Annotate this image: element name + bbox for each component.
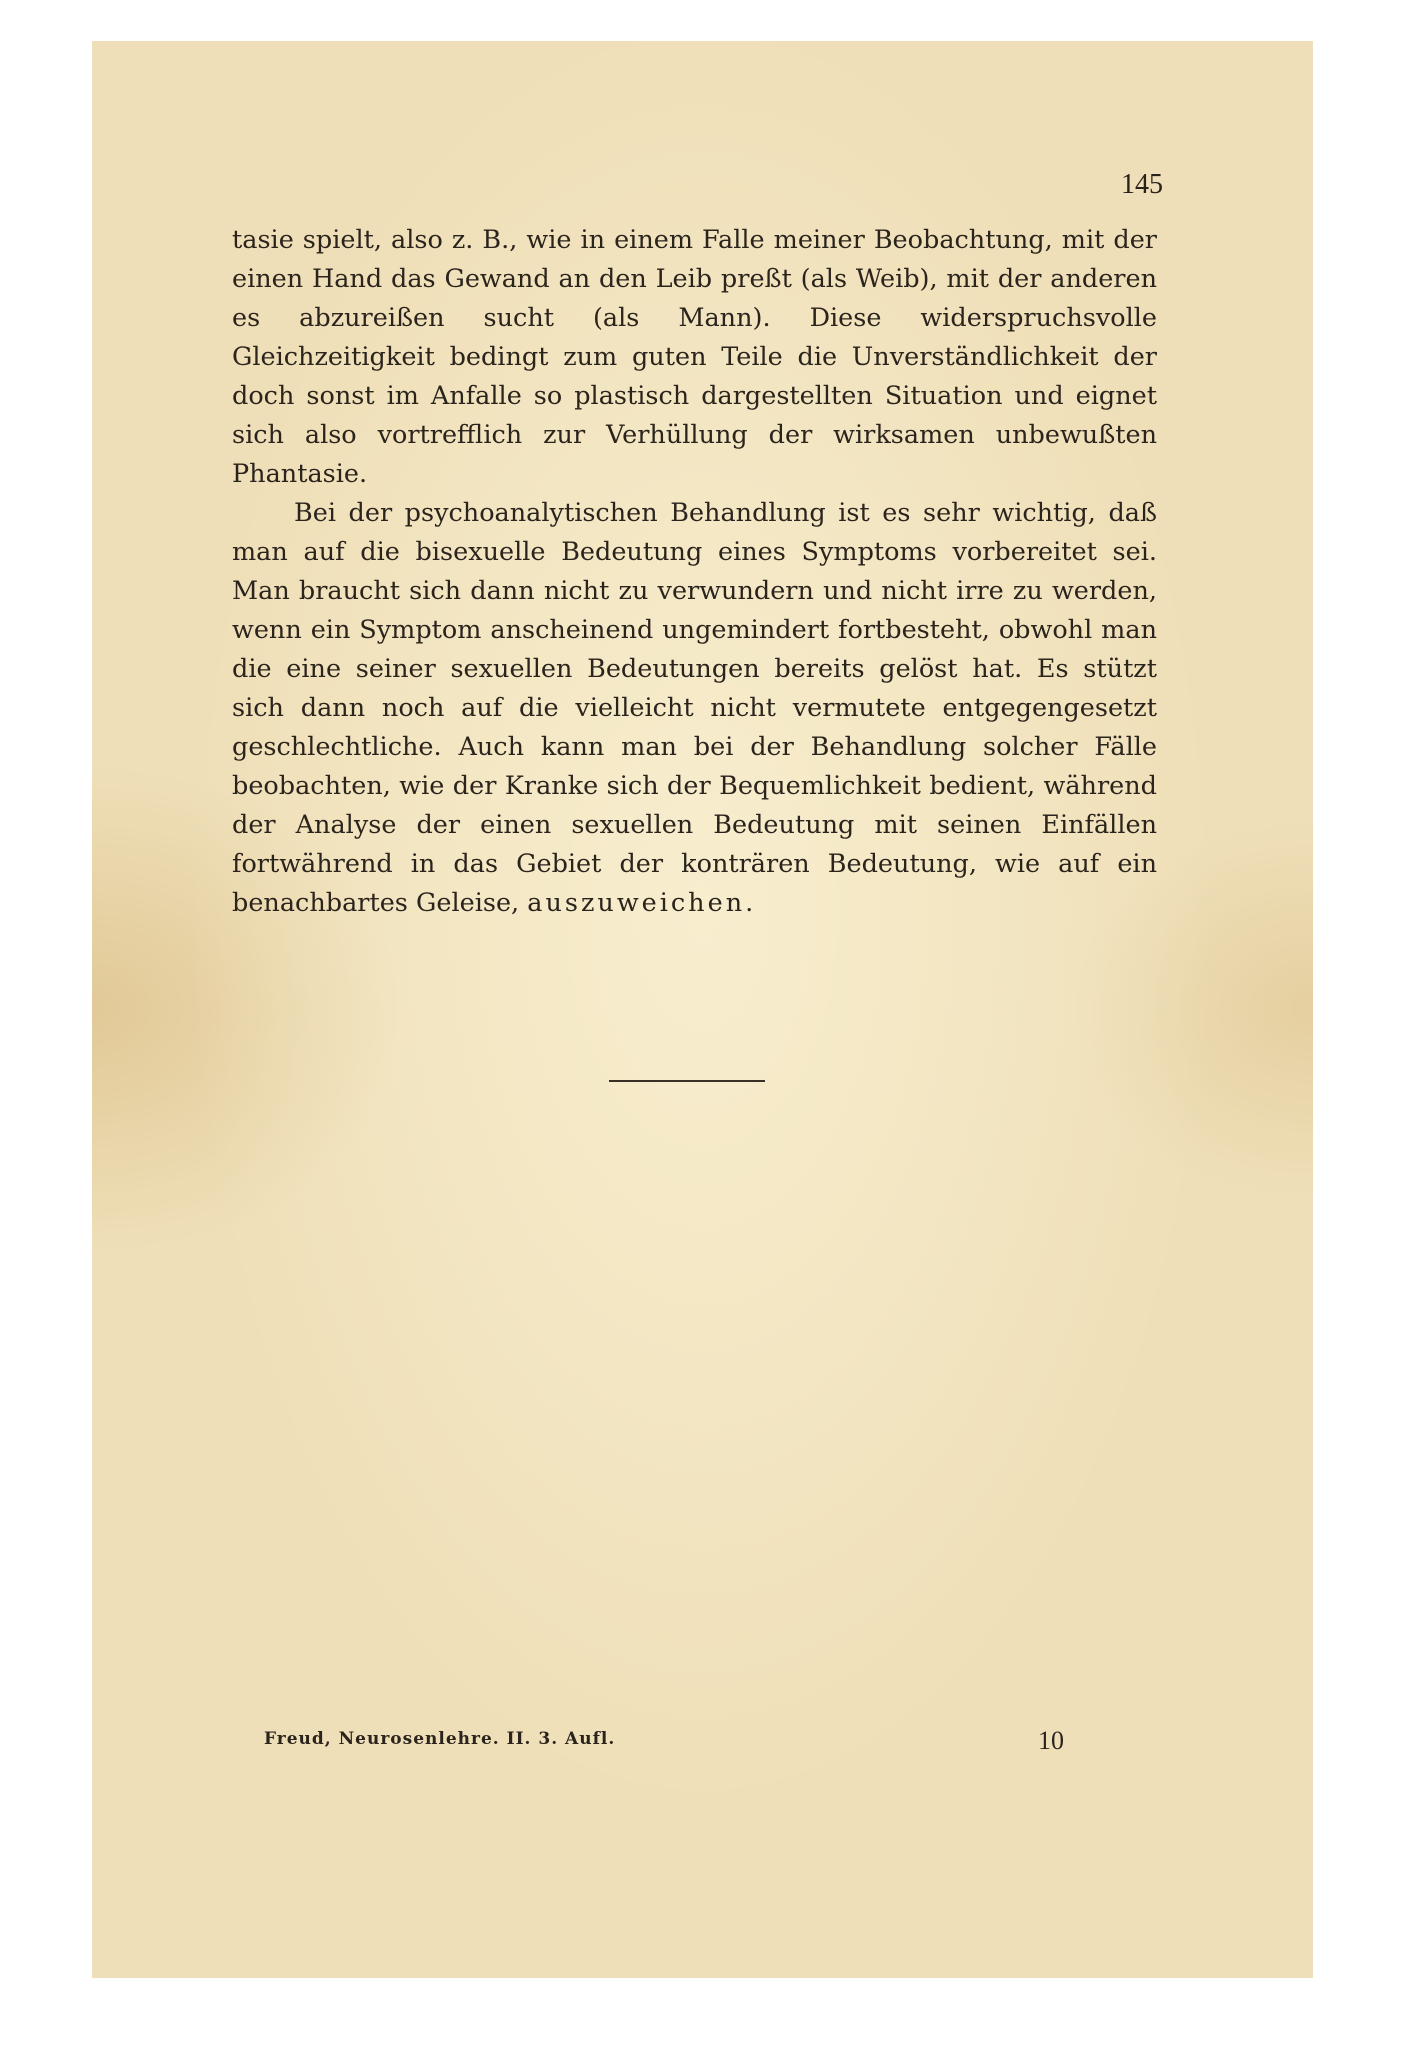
- paragraph-continuation: tasie spielt, also z. B., wie in einem Falle meiner Beobachtung, mit der einen Hand das Gewand an den Leib preßt (als Weib), mit der anderen es abzureißen sucht (als Mann). Diese widerspruchsvolle Gleichzeitigkeit bedingt zum guten Teile die Unverständlichkeit der doch sonst im Anfalle so plastisch dargestellten Situation und eignet sich also vortrefflich zur Verhüllung der wirksamen unbewußten Phantasie.: [232, 225, 1157, 489]
- scanned-page: [92, 41, 1313, 1978]
- page-number: 145: [1121, 169, 1163, 200]
- section-end-rule: [609, 1080, 765, 1082]
- footer-source-line: Freud, Neurosenlehre. II. 3. Aufl.: [264, 1729, 616, 1749]
- body-text: [232, 221, 1157, 923]
- sheet-signature-number: 10: [1038, 1726, 1064, 1755]
- emphasized-word: auszuweichen.: [527, 888, 757, 918]
- paragraph-treatment-text: Bei der psychoanalytischen Behandlung ist es sehr wichtig, daß man auf die bisexuelle Bedeutung eines Symptoms vorbereitet sei. Man braucht sich dann nicht zu verwundern und nicht irre zu werden, wenn ein Symptom anscheinend ungemindert fortbesteht, obwohl man die eine seiner sexuellen Bedeutungen bereits gelöst hat. Es stützt sich dann noch auf die vielleicht nicht vermutete entgegengesetzt geschlechtliche. Auch kann man bei der Behandlung solcher Fälle beobachten, wie der Kranke sich der Bequemlichkeit bedient, während der Analyse der einen sexuellen Bedeutung mit seinen Einfällen fortwährend in das Gebiet der konträren Bedeutung, wie auf ein benachbartes Geleise,: [232, 498, 1157, 918]
- paragraph-treatment: [232, 494, 1157, 923]
